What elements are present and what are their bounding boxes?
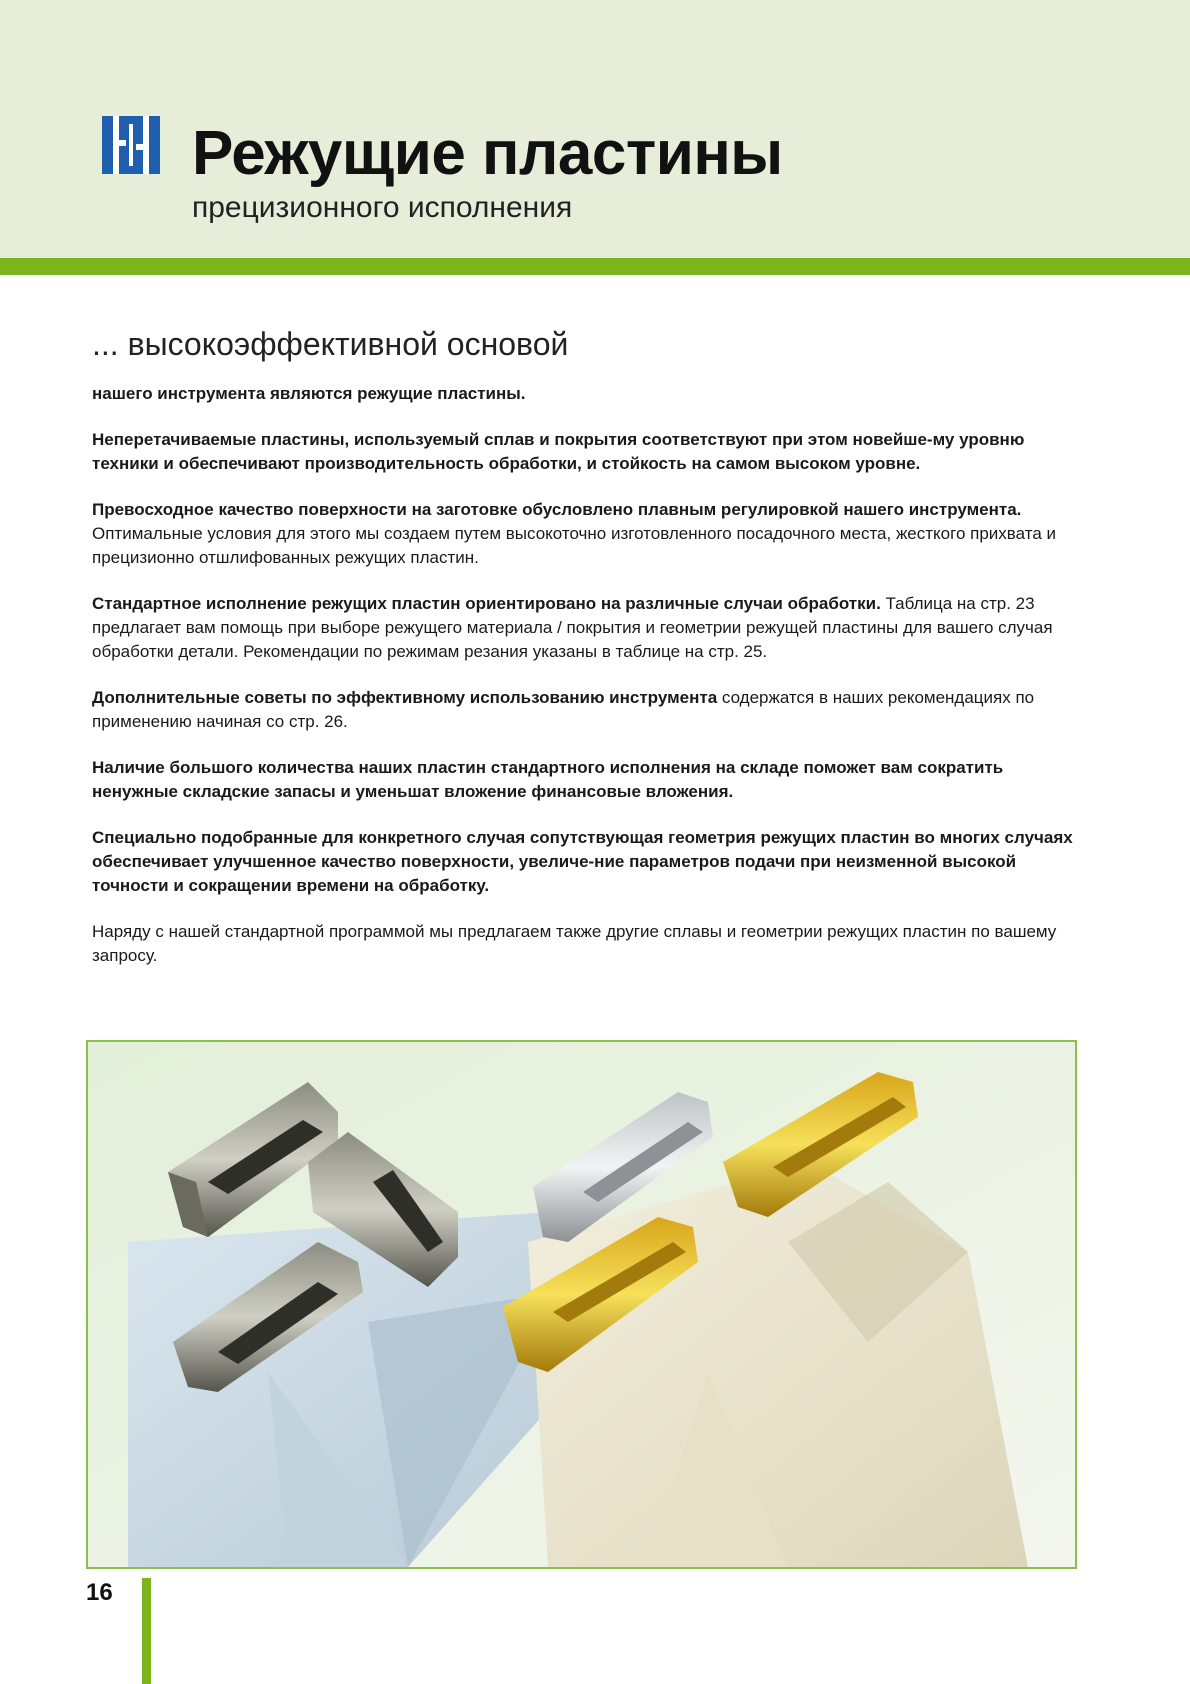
inserts-illustration-art	[88, 1042, 1075, 1567]
hh-logo-icon	[102, 116, 160, 174]
paragraph-bold: нашего инструмента являются режущие пластины.	[92, 384, 526, 403]
section-heading: ... высокоэффективной основой	[92, 326, 569, 362]
paragraph-bold: Превосходное качество поверхности на заготовке обусловлено плавным регулировкой нашего инструмента.	[92, 500, 1022, 519]
paragraph	[92, 428, 1082, 476]
paragraph-bold: Стандартное исполнение режущих пластин ориентировано на различные случаи обработки.	[92, 594, 881, 613]
paragraph	[92, 756, 1082, 804]
header-accent-stripe	[0, 258, 1190, 275]
paragraph	[92, 686, 1082, 734]
paragraph	[92, 382, 1082, 406]
paragraph-text: содержатся в наших рекомендациях по применению начиная со стр. 26.	[92, 688, 1035, 731]
paragraph	[92, 826, 1082, 898]
inserts-illustration	[86, 1040, 1077, 1569]
paragraph	[92, 920, 1082, 968]
paragraph-bold: Специально подобранные для конкретного случая сопутствующая геометрия режущих пластин во многих случаях обеспечивает улучшенное качество поверхности, увеличе-ние параметров подачи при неизменной высокой точности и сокращении времени на обработку.	[92, 828, 1073, 895]
paragraph-text: Наряду с нашей стандартной программой мы предлагаем также другие сплавы и геометрии режущих пластин по вашему запросу.	[92, 922, 1057, 965]
body-text	[92, 382, 1082, 990]
paragraph-bold: Неперетачиваемые пластины, используемый сплав и покрытия соответствуют при этом новейше-му уровню техники и обеспечивают производительность обработки, и стойкость на самом высоком уровне.	[92, 430, 1025, 473]
paragraph	[92, 592, 1082, 664]
paragraph-bold: Наличие большого количества наших пластин стандартного исполнения на складе поможет вам сократить ненужные складские запасы и уменьшат вложение финансовые вложения.	[92, 758, 1004, 801]
footer-accent-bar	[142, 1578, 151, 1684]
paragraph-bold: Дополнительные советы по эффективному использованию инструмента	[92, 688, 718, 707]
paragraph	[92, 498, 1082, 570]
page-title: Режущие пластины	[192, 119, 783, 188]
paragraph-text: Таблица на стр. 23 предлагает вам помощь при выборе режущего материала / покрытия и геометрии режущей пластины для вашего случая обработки детали. Рекомендации по режимам резания указаны в таблице на стр. 25.	[92, 594, 1053, 661]
page-number: 16	[86, 1579, 113, 1606]
page-subtitle: прецизионного исполнения	[192, 191, 573, 224]
paragraph-text: Оптимальные условия для этого мы создаем путем высокоточно изготовленного посадочного места, жесткого прихвата и прецизионно отшлифованных режущих пластин.	[92, 524, 1056, 567]
